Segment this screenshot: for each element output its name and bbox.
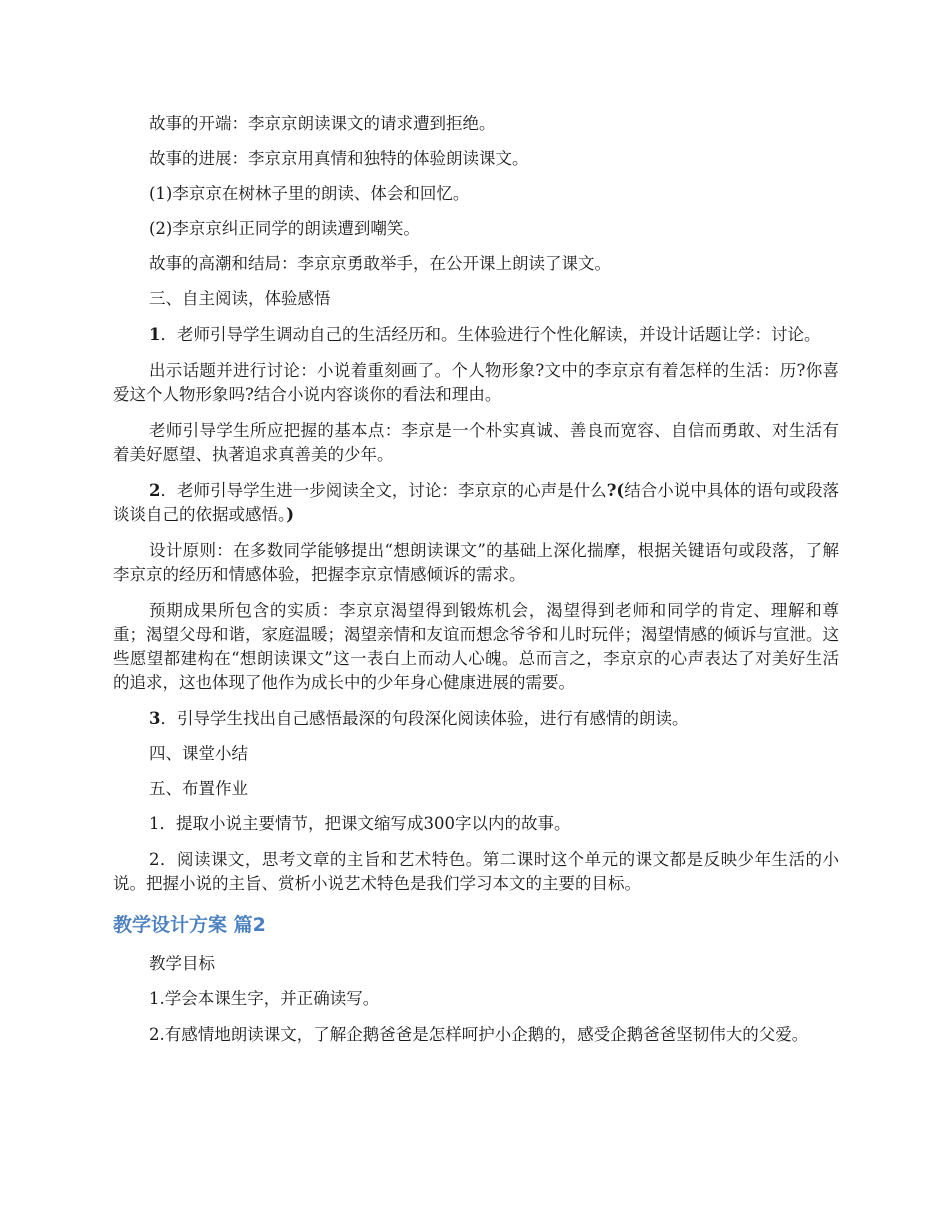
section-title: 教学设计方案 篇2: [113, 914, 266, 936]
item-text-bold: ): [286, 505, 295, 524]
document-page: [113, 112, 839, 1047]
paragraph-story-development: 故事的进展：李京京用真情和独特的体验朗读课文。: [149, 149, 529, 168]
paragraph-item-1: [113, 323, 839, 347]
paragraph-sub-point-2: (2)李京京纠正同学的朗读遭到嘲笑。: [149, 219, 420, 238]
paragraph-design-principle: 设计原则：在多数同学能够提出“想朗读课文”的基础上深化揣摩，根据关键语句或段落，了解李京京的经历和情感体验，把握李京京情感倾诉的需求。: [113, 541, 839, 584]
item-number: 1: [149, 325, 161, 344]
paragraph-item-3: [113, 707, 839, 731]
paragraph-expected-outcome: 预期成果所包含的实质：李京京渴望得到锻炼机会，渴望得到老师和同学的肯定、理解和尊重；渴望父母和谐，家庭温暖；渴望亲情和友谊而想念爷爷和儿时玩伴；渴望情感的倾诉与宣泄。这些愿望都建构在“想朗读课文”这一表白上而动人心魄。总而言之，李京京的心声表达了对美好生活的追求，这也体现了他作为成长中的少年身心健康进展的需要。: [113, 601, 839, 692]
paragraph-sub-point-1: (1)李京京在树林子里的朗读、体会和回忆。: [149, 184, 470, 203]
paragraph-homework-2: 2．阅读课文，思考文章的主旨和艺术特色。第二课时这个单元的课文都是反映少年生活的小说。把握小说的主旨、赏析小说艺术特色是我们学习本文的主要的目标。: [113, 850, 839, 893]
paragraph-story-beginning: 故事的开端：李京京朗读课文的请求遭到拒绝。: [149, 114, 496, 133]
section-heading-5: 五、布置作业: [149, 779, 248, 798]
item-text: 结合小说中具体的语句或段落谈谈自己的依据或感悟。: [113, 481, 840, 524]
paragraph-teaching-goals: 教学目标: [149, 954, 215, 973]
item-text-bold: ?(: [606, 481, 625, 500]
paragraph-story-climax: 故事的高潮和结局：李京京勇敢举手，在公开课上朗读了课文。: [149, 254, 611, 273]
item-number: 3: [149, 709, 161, 728]
paragraph-discussion-topic: 出示话题并进行讨论：小说着重刻画了。个人物形象?文中的李京京有着怎样的生活：历?你喜爱这个人物形象吗?结合小说内容谈你的看法和理由。: [113, 361, 839, 404]
paragraph-item-2: [113, 479, 839, 527]
paragraph-basic-points: 老师引导学生所应把握的基本点：李京是一个朴实真诚、善良而宽容、自信而勇敢、对生活有着美好愿望、执著追求真善美的少年。: [113, 421, 839, 464]
paragraph-homework-1: 1．提取小说主要情节，把课文缩写成300字以内的故事。: [149, 814, 571, 833]
paragraph-goal-2: 2.有感情地朗读课文，了解企鹅爸爸是怎样呵护小企鹅的，感受企鹅爸爸坚韧伟大的父爱。: [149, 1025, 809, 1044]
item-text: ．老师引导学生进一步阅读全文，讨论：李京京的心声是什么: [160, 481, 607, 500]
section-heading-3: 三、自主阅读，体验感悟: [149, 289, 331, 308]
item-number: 2: [149, 481, 161, 500]
paragraph-goal-1: 1.学会本课生字，并正确读写。: [149, 989, 380, 1008]
section-heading-4: 四、课堂小结: [149, 744, 248, 763]
item-text: ．引导学生找出自己感悟最深的句段深化阅读体验，进行有感情的朗读。: [160, 709, 689, 728]
item-text: ．老师引导学生调动自己的生活经历和。生体验进行个性化解读，并设计话题让学：讨论。: [160, 325, 821, 344]
